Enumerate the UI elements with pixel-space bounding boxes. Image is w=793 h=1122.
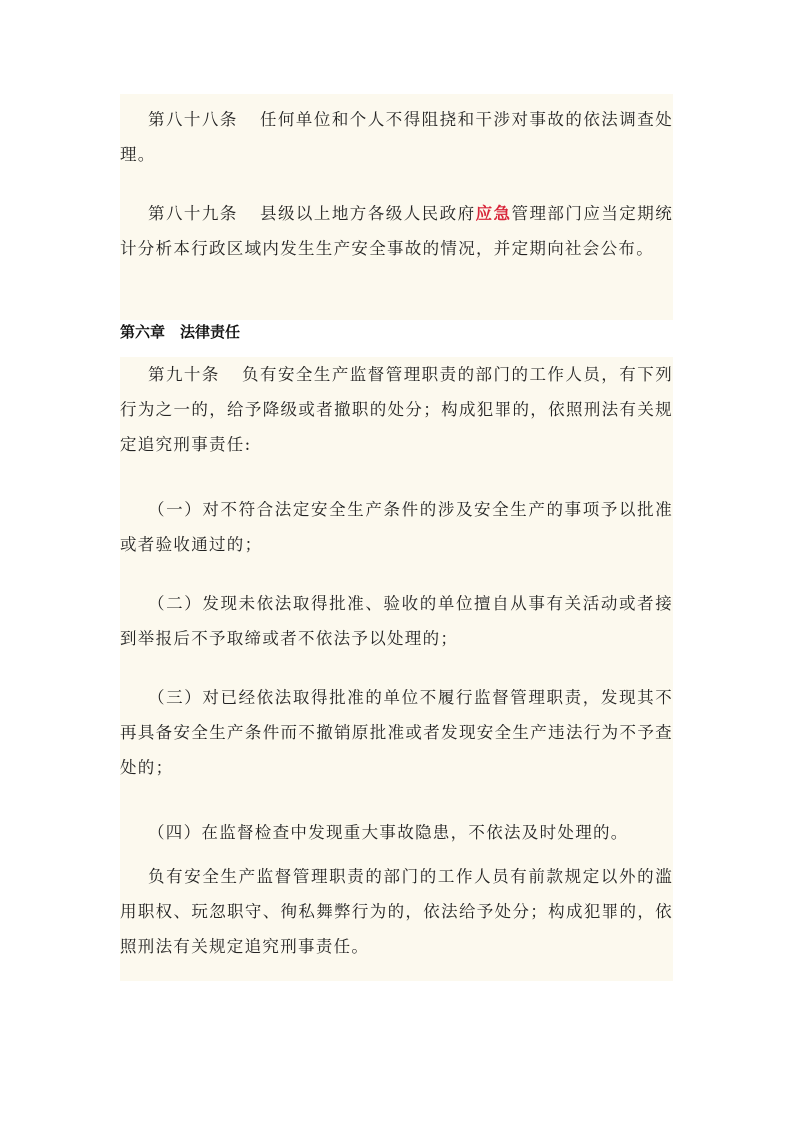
article-90 <box>120 357 673 462</box>
list-item: （一）对不符合法定安全生产条件的涉及安全生产的事项予以批准或者验收通过的； <box>120 500 673 554</box>
article-90-intro: 负有安全生产监督管理职责的部门的工作人员，有下列行为之一的，给予降级或者撤职的处分；构成犯罪的，依照刑法有关规定追究刑事责任: <box>120 365 673 454</box>
article-88-text: 任何单位和个人不得阻挠和干涉对事故的依法调查处理。 <box>120 110 674 164</box>
list-item: （二）发现未依法取得批准、验收的单位擅自从事有关活动或者接到举报后不予取缔或者不依法予以处理的； <box>120 594 673 648</box>
article-89 <box>120 196 673 266</box>
chapter-title: 第六章 法律责任 <box>120 323 241 341</box>
article-90-closing: 负有安全生产监督管理职责的部门的工作人员有前款规定以外的滥用职权、玩忽职守、徇私舞弊行为的，依法给予处分；构成犯罪的，依照刑法有关规定追究刑事责任。 <box>120 867 673 956</box>
article-89-text-after: 管理部门应当定期统计分析本行政区域内发生生产安全事故的情况，并定期向社会公布。 <box>120 204 674 258</box>
highlighted-term: 应急 <box>475 204 512 223</box>
article-88-label: 第八十八条 <box>148 110 238 129</box>
article-88 <box>120 102 673 172</box>
list-item: （四）在监督检查中发现重大事故隐患，不依法及时处理的。 <box>148 823 629 842</box>
article-89-label: 第八十九条 <box>148 204 238 223</box>
article-90-label: 第九十条 <box>148 365 220 384</box>
list-item: （三）对已经依法取得批准的单位不履行监督管理职责，发现其不再具备安全生产条件而不撤销原批准或者发现安全生产违法行为不予查处的； <box>120 688 673 777</box>
article-89-text-before: 县级以上地方各级人民政府 <box>259 204 476 223</box>
